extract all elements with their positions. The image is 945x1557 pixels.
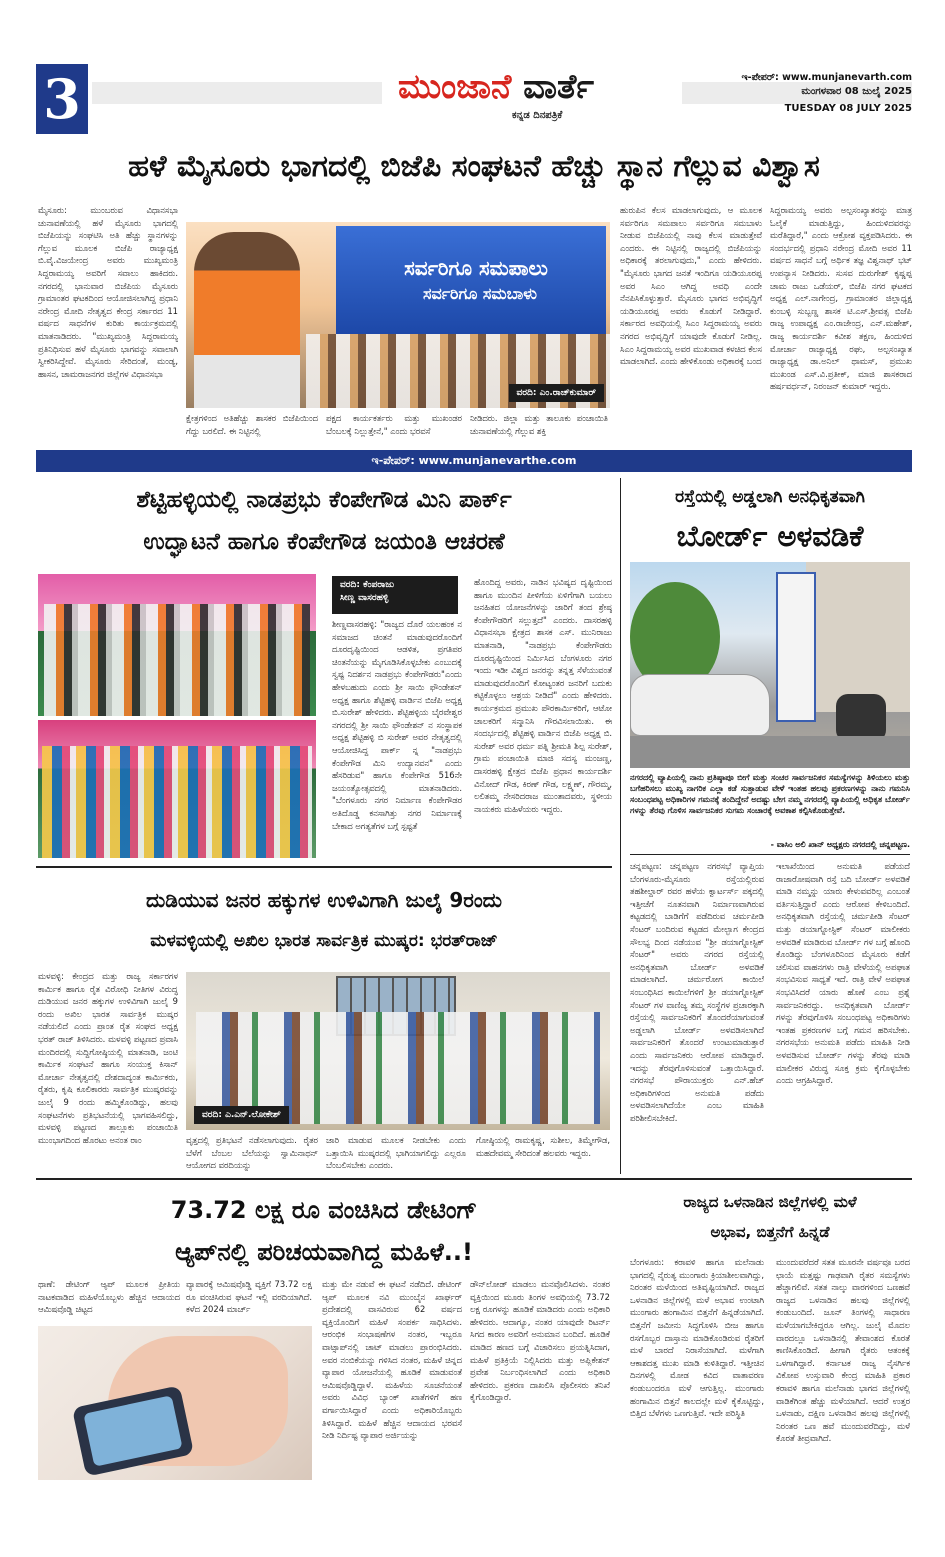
newspaper-name-part1: ಮುಂಜಾನೆ: [398, 67, 512, 107]
page-number-box: [36, 64, 88, 134]
story5-col1: ಬೆಂಗಳೂರು: ಕರಾವಳಿ ಹಾಗೂ ಮಲೆನಾಡು ಭಾಗದಲ್ಲಿ ನೈರುತ್ಯ ಮುಂಗಾರು ಕ್ರಿಯಾಶೀಲವಾಗಿದ್ದು, ನಿರಂತರ ಮಳೆಯಿಂದ ಅತಿವೃಷ್ಟಿಯಾಗಿದೆ. ರಾಜ್ಯದ ಒಳನಾಡಿನ ಜಿಲ್ಲೆಗಳಲ್ಲಿ ಮಳೆ ಅಭಾವ ಉಂಟಾಗಿ ಮುಂಗಾರು ಹಂಗಾಮಿನ ಬಿತ್ತನೆಗೆ ಹಿನ್ನಡೆಯಾಗಿದೆ. ಬಿತ್ತನೆಗೆ ಜಮೀನು ಸಿದ್ಧಗೊಳಿಸಿ ಬೀಜ ಹಾಗೂ ರಸಗೊಬ್ಬರ ದಾಸ್ತಾನು ಮಾಡಿಕೊಂಡಿರುವ ರೈತರಿಗೆ ಮಳೆ ಬಾರದೆ ನಿರಾಸೆಯಾಗಿದೆ. ಮಳೆಗಾಗಿ ಆಕಾಶದತ್ತ ಮುಖ ಮಾಡಿ ಕುಳಿತಿದ್ದಾರೆ. ಇತ್ತೀಚಿನ ದಿನಗಳಲ್ಲಿ ಮೋಡ ಕವಿದ ವಾತಾವರಣ ಕಂಡುಬಂದರೂ ಮಳೆ ಆಗುತ್ತಿಲ್ಲ. ಮುಂಗಾರು ಹಂಗಾಮಿನ ಬಿತ್ತನೆ ಕಾಲದಲ್ಲೇ ಮಳೆ ಕೈಕೊಟ್ಟಿದ್ದು, ಬಿತ್ತಿದ ಬೆಳೆಗಳು ಒಣಗುತ್ತಿವೆ. ಇದೇ ಪರಿಸ್ಥಿತಿ: [630, 1257, 764, 1419]
newspaper-name: [398, 64, 668, 110]
story2-byline-2: ಸೀಣ್ಣ ವಾಸರಹಳ್ಳಿ: [340, 593, 389, 603]
story3-col2: ಇಲಾಖೆಯಿಂದ ಅನುಮತಿ ಪಡೆಯದೆ ರಾಜಾರೋಷವಾಗಿ ರಸ್ತೆ ಬದಿ ಬೋರ್ಡ್ ಅಳವಡಿಕೆ ಮಾಡಿ ನಮ್ಮನ್ನು ಯಾರು ಕೇಳುವವರಿಲ್ಲ ಎಂಬಂತೆ ವರ್ತಿಸುತ್ತಿದ್ದಾರೆ ಎಂದು ಆರೋಪ ಕೇಳಿಬಂದಿದೆ. ಅನಧಿಕೃತವಾಗಿ ರಸ್ತೆಯಲ್ಲಿ ಚರ್ಮಪೀಡಿ ಸೆಂಟರ್ ಮತ್ತು ಡಯಾಗ್ನೋಸ್ಟಿಕ್ ಸೆಂಟರ್ ಮಾಲೀಕರು ಅಳವಡಿಕೆ ಮಾಡಿರುವ ಬೋರ್ಡ್ ಗಳ ಬಗ್ಗೆ ಹೊಂದಿ ಕೊಂಡಿದ್ದು ಬೆಂಗಳೂರಿನಿಂದ ಮೈಸೂರು ಕಡೆಗೆ ಚಲಿಸುವ ವಾಹನಗಳು ರಾತ್ರಿ ವೇಳೆಯಲ್ಲಿ ಅಪಘಾತ ಸಂಭವಿಸುವ ಸಾಧ್ಯತೆ ಇದೆ. ರಾತ್ರಿ ವೇಳೆ ಅಪಘಾತ ಸಂಭವಿಸಿದರೆ ಯಾರು ಹೊಣೆ ಎಂಬ ಪ್ರಶ್ನೆ ಸಾರ್ವಜನಿಕರದ್ದು. ಅನಧಿಕೃತವಾಗಿ ಬೋರ್ಡ್ ಗಳನ್ನು ತೆರವುಗೊಳಿಸಿ ಸಂಬಂಧಪಟ್ಟ ಅಧಿಕಾರಿಗಳು ಇಂತಹ ಪ್ರಕರಣಗಳ ಬಗ್ಗೆ ಗಮನ ಹರಿಸಬೇಕು. ನಗರಸಭೆಯ ಅನುಮತಿ ಪಡೆದು ಮಾಹಿತಿ ನೀಡಿ ಅಳವಡಿಸುವ ಬೋರ್ಡ್ ಗಳನ್ನು ತೆರವು ಮಾಡಿ ಮಾಲೀಕರ ವಿರುದ್ಧ ಸೂಕ್ತ ಕ್ರಮ ಕೈಗೊಳ್ಳಬೇಕು ಎಂದು ಆಗ್ರಹಿಸಿದ್ದಾರೆ.: [776, 861, 910, 1086]
tagline: ಕನ್ನಡ ದಿನಪತ್ರಿಕೆ: [512, 110, 563, 121]
page-number: 3: [43, 67, 81, 131]
epaper-band: [36, 450, 912, 472]
story3-photo: [630, 562, 910, 768]
story1-headline: ಹಳೆ ಮೈಸೂರು ಭಾಗದಲ್ಲಿ ಬಿಜೆಪಿ ಸಂಘಟನೆ ಹೆಚ್ಚು ಸ್ಥಾನ ಗೆಲ್ಲುವ ವಿಶ್ವಾಸ: [128, 149, 820, 184]
story1-below-col3: ನೀಡಿದರು. ಜಿಲ್ಲಾ ಮತ್ತು ತಾಲೂಕು ಪಂಚಾಯಿತಿ ಚುನಾವಣೆಯಲ್ಲಿ ಗೆಲ್ಲುವ ಶಕ್ತಿ: [470, 413, 608, 436]
story6-photo: [38, 1326, 312, 1480]
banner-text-2: ಸರ್ವರಿಗೂ ಸಮಬಾಳು: [422, 284, 537, 303]
epaper-band-text: ಇ-ಪೇಪರ್: www.munjanevarthe.com: [371, 454, 577, 467]
story1-col1: ಮೈಸೂರು: ಮುಂಬರುವ ವಿಧಾನಸಭಾ ಚುನಾವಣೆಯಲ್ಲಿ ಹಳೆ ಮೈಸೂರು ಭಾಗದಲ್ಲಿ ಬಿಜೆಪಿಯನ್ನು ಸಂಘಟಿಸಿ ಅತಿ ಹೆಚ್ಚು ಸ್ಥಾನಗಳನ್ನು ಗೆಲ್ಲುವ ಮೂಲಕ ಬಿಜೆಪಿ ರಾಜ್ಯಾಧ್ಯಕ್ಷ ಬಿ.ವೈ.ವಿಜಯೇಂದ್ರ ಅವರು ಮುಖ್ಯಮಂತ್ರಿ ಸಿದ್ದರಾಮಯ್ಯ ಅವರಿಗೆ ಸವಾಲು ಹಾಕಿದರು. ನಗರದಲ್ಲಿ ಭಾನುವಾರ ಬಿಜೆಪಿಯ ಮೈಸೂರು ಗ್ರಾಮಾಂತರ ಘಟಕದಿಂದ ಆಯೋಜಿಸಲಾಗಿದ್ದ ಪ್ರಧಾನಿ ನರೇಂದ್ರ ಮೋದಿ ನೇತೃತ್ವದ ಕೇಂದ್ರ ಸರ್ಕಾರದ 11 ವರ್ಷದ ಸಾಧನೆಗಳ ಕುರಿತು ಕಾರ್ಯಕ್ರಮದಲ್ಲಿ ಮಾತನಾಡಿದರು. "ಮುಖ್ಯಮಂತ್ರಿ ಸಿದ್ದರಾಮಯ್ಯ ಪ್ರತಿನಿಧಿಸುವ ಹಳೆ ಮೈಸೂರು ಭಾಗವನ್ನು ಸವಾಲಾಗಿ ಸ್ವೀಕರಿಸಿದ್ದೇವೆ. ಮೈಸೂರು ಸೇರಿದಂತೆ, ಮಂಡ್ಯ, ಹಾಸನ, ಚಾಮರಾಜನಗರ ಜಿಲ್ಲೆಗಳ ವಿಧಾನಸಭಾ: [38, 205, 178, 379]
story4-col1: ಮಳವಳ್ಳಿ: ಕೇಂದ್ರದ ಮತ್ತು ರಾಜ್ಯ ಸರ್ಕಾರಗಳ ಕಾರ್ಮಿಕ ಹಾಗೂ ರೈತ ವಿರೋಧಿ ನೀತಿಗಳ ವಿರುದ್ಧ ದುಡಿಯುವ ಜನರ ಹಕ್ಕುಗಳ ಉಳಿವಿಗಾಗಿ ಜುಲೈ 9 ರಂದು ಅಖಿಲ ಭಾರತ ಸಾರ್ವತ್ರಿಕ ಮುಷ್ಕರ ನಡೆಯಲಿದೆ ಎಂದು ಪ್ರಾಂತ ರೈತ ಸಂಘದ ಅಧ್ಯಕ್ಷ ಭರತ್ ರಾಜ್ ತಿಳಿಸಿದರು. ಮಳವಳ್ಳಿ ಪಟ್ಟಣದ ಪ್ರವಾಸಿ ಮಂದಿರದಲ್ಲಿ ಸುದ್ದಿಗೋಷ್ಠಿಯಲ್ಲಿ ಮಾತನಾಡಿ, ಜಂಟಿ ಕಾರ್ಮಿಕ ಸಂಘಟನೆ ಹಾಗೂ ಸಂಯುಕ್ತ ಕಿಸಾನ್ ಮೋರ್ಚಾ ನೇತೃತ್ವದಲ್ಲಿ ದೇಶದಾದ್ಯಂತ ಕಾರ್ಮಿಕರು, ರೈತರು, ಕೃಷಿ ಕೂಲಿಕಾರರು ಸಾರ್ವತ್ರಿಕ ಮುಷ್ಕರವನ್ನು ಜುಲೈ 9 ರಂದು ಹಮ್ಮಿಕೊಂಡಿದ್ದು, ಹಲವು ಸಂಘಟನೆಗಳು ಪ್ರತಿಭಟನೆಯಲ್ಲಿ ಭಾಗವಹಿಸಲಿದ್ದು, ಮಳವಳ್ಳಿ ಪಟ್ಟಣದ ತಾಲ್ಲೂಕು ಪಂಚಾಯಿತಿ ಮುಂಭಾಗದಿಂದ ಹೊರಟು ಅನಂತ ರಾಂ: [38, 971, 178, 1145]
speaker-figure: [194, 232, 300, 408]
story4-top-rule: [36, 866, 612, 868]
masthead-left-bar: [92, 82, 382, 104]
story2-photo-1: [38, 574, 316, 716]
story3-rule: [630, 854, 910, 855]
story3-headline-1: ರಸ್ತೆಯಲ್ಲಿ ಅಡ್ಡಲಾಗಿ ಅನಧಿಕೃತವಾಗಿ: [675, 487, 865, 507]
story2-headline-1: ಶೆಟ್ಟಿಹಳ್ಳಿಯಲ್ಲಿ ನಾಡಪ್ರಭು ಕೆಂಪೇಗೌಡ ಮಿನಿ ಪಾರ್ಕ್: [136, 487, 512, 513]
masthead: [0, 0, 945, 140]
story4-photo-credit: ವರದಿ: ಎ.ಎನ್.ಲೋಕೇಶ್: [194, 1106, 289, 1124]
story6-col3: ಮತ್ತು ಮೇ ನಡುವೆ ಈ ಘಟನೆ ನಡೆದಿದೆ. ಡೇಟಿಂಗ್ ಆ್ಯಪ್ ಮೂಲಕ ನವಿ ಮುಂಬೈನ ಖಾರ್ಘರ್ ಪ್ರದೇಶದಲ್ಲಿ ವಾಸವಿರುವ 62 ವರ್ಷದ ವ್ಯಕ್ತಿಯೊಂದಿಗೆ ಮಹಿಳೆ ಸಂಪರ್ಕ ಸಾಧಿಸಿದಳು. ಆರಂಭಿಕ ಸಂಭಾಷಣೆಗಳ ನಂತರ, ಇಬ್ಬರೂ ವಾಟ್ಸಾಪ್‌ನಲ್ಲಿ ಚಾಟ್ ಮಾಡಲು ಪ್ರಾರಂಭಿಸಿದರು. ಅವರ ನಂಬಿಕೆಯನ್ನು ಗಳಿಸಿದ ನಂತರ, ಮಹಿಳೆ ಚಿನ್ನದ ವ್ಯಾಪಾರ ಯೋಜನೆಯಲ್ಲಿ ಹೂಡಿಕೆ ಮಾಡುವಂತೆ ಆಮಿಷವೊಡ್ಡಿದ್ದಾಳೆ. ಮಹಿಳೆಯ ಸೂಚನೆಯಂತೆ ಅವರು ವಿವಿಧ ಬ್ಯಾಂಕ್ ಖಾತೆಗಳಿಗೆ ಹಣ ವರ್ಗಾಯಿಸಿದ್ದಾರೆ ಎಂದು ಅಧಿಕಾರಿಯೊಬ್ಬರು ತಿಳಿಸಿದ್ದಾರೆ. ಮಹಿಳೆ ಹೆಚ್ಚಿನ ಆದಾಯದ ಭರವಸೆ ನೀಡಿ ನಿರ್ದಿಷ್ಟ ವ್ಯಾಪಾರ ಅರ್ಜಿಯನ್ನು: [322, 1279, 462, 1441]
story4-headline-2: ಮಳವಳ್ಳಿಯಲ್ಲಿ ಅಖಿಲ ಭಾರತ ಸಾರ್ವತ್ರಿಕ ಮುಷ್ಕರ: ಭರತ್‌ರಾಜ್: [150, 931, 498, 951]
story6-col4: ಡೌನ್‌ಲೋಡ್ ಮಾಡಲು ಮನವೊಲಿಸಿದಳು. ನಂತರ ವ್ಯಕ್ತಿಯಿಂದ ಮೂರು ತಿಂಗಳ ಅವಧಿಯಲ್ಲಿ 73.72 ಲಕ್ಷ ರೂಗಳನ್ನು ಹೂಡಿಕೆ ಮಾಡಿದರು ಎಂದು ಅಧಿಕಾರಿ ಹೇಳಿದರು. ಆದಾಗ್ಯೂ, ನಂತರ ಯಾವುದೇ ರಿಟರ್ನ್ ಸಿಗದ ಕಾರಣ ಅವರಿಗೆ ಅನುಮಾನ ಬಂದಿದೆ. ಹೂಡಿಕೆ ಮಾಡಿದ ಹಣದ ಬಗ್ಗೆ ವಿಚಾರಿಸಲು ಪ್ರಯತ್ನಿಸಿದಾಗ, ಮಹಿಳೆ ಪ್ರತಿಕ್ರಿಯೆ ನಿಲ್ಲಿಸಿದರು ಮತ್ತು ಅಪ್ಲಿಕೇಶನ್ ಪ್ರವೇಶ ನಿರ್ಬಂಧಿಸಲಾಗಿದೆ ಎಂದು ಅಧಿಕಾರಿ ಹೇಳಿದರು. ಪ್ರಕರಣ ದಾಖಲಿಸಿ ಪೊಲೀಸರು ತನಿಖೆ ಕೈಗೊಂಡಿದ್ದಾರೆ.: [470, 1279, 610, 1403]
epaper-line: ಇ-ಪೇಪರ್: www.munjanevarth.com: [741, 72, 912, 83]
building: [806, 562, 910, 712]
story2-byline-1: ವರದಿ: ಕೆಂಪರಾಜು: [340, 580, 395, 590]
story5-headline-1: ರಾಜ್ಯದ ಒಳನಾಡಿನ ಜಿಲ್ಲೆಗಳಲ್ಲಿ ಮಳೆ: [683, 1193, 857, 1211]
story3-headline-2: ಬೋರ್ಡ್ ಅಳವಡಿಕೆ: [676, 519, 864, 553]
date-kannada: ಮಂಗಳವಾರ 08 ಜುಲೈ 2025: [801, 86, 912, 97]
column-separator: [620, 478, 621, 1174]
story4-headline-1: ದುಡಿಯುವ ಜನರ ಹಕ್ಕುಗಳ ಉಳಿವಿಗಾಗಿ ಜುಲೈ 9ರಂದು: [146, 888, 502, 912]
story1-below-col2: ಪಕ್ಷದ ಕಾರ್ಯಕರ್ತರು ಮತ್ತು ಮುಖಂಡರ ಬೆಂಬಲಕ್ಕೆ ನಿಲ್ಲುತ್ತೇನೆ," ಎಂದು ಭರವಸೆ: [326, 413, 462, 436]
story1-col4: ಸಿದ್ದರಾಮಯ್ಯ ಅವರು ಅಲ್ಪಸಂಖ್ಯಾತರನ್ನು ಮಾತ್ರ ಓಲೈಕೆ ಮಾಡುತ್ತಿದ್ದು, ಹಿಂದುಳಿದವರನ್ನು ಮರೆತಿದ್ದಾರೆ," ಎಂದು ಆಕ್ರೋಶ ವ್ಯಕ್ತಪಡಿಸಿದರು. ಈ ಸಂದರ್ಭದಲ್ಲಿ ಪ್ರಧಾನಿ ನರೇಂದ್ರ ಮೋದಿ ಅವರ 11 ವರ್ಷದ ಸಾಧನೆ ಬಗ್ಗೆ ಅರ್ಥಿಕ ತಜ್ಞ ವಿಶ್ವನಾಥ್ ಭಟ್ ಉಪನ್ಯಾಸ ನೀಡಿದರು. ಸುಸವ ದುರುಗೇಶ್ ಕೃಷ್ಣಪ್ಪ ಚಾಮ ರಾಜು ಒಡೆಯರ್, ಬಿಜೆಪಿ ನಗರ ಘಟಕದ ಅಧ್ಯಕ್ಷ ಎಲ್.ನಾಗೇಂದ್ರ, ಗ್ರಾಮಾಂತರ ಜಿಲ್ಲಾಧ್ಯಕ್ಷ ಕುಂಬಳ್ಳಿ ಸುಬ್ಬಣ್ಣ ಶಾಸಕ ಟಿ.ಎಸ್.ಶ್ರೀವತ್ಸ ಬಿಜೆಪಿ ರಾಜ್ಯ ಉಪಾಧ್ಯಕ್ಷ ಎಂ.ರಾಜೇಂದ್ರ, ಎನ್.ಮಹೇಶ್, ರಾಜ್ಯ ಕಾರ್ಯದರ್ಶಿ ಕವೀಶ ತಕ್ಷಣ, ಹಿಂದುಳಿದ ಮೋರ್ಚಾ ರಾಜ್ಯಾಧ್ಯಕ್ಷ ರಘು, ಅಲ್ಪಸಂಖ್ಯಾತ ರಾಜ್ಯಾಧ್ಯಕ್ಷ ಡಾ.ಅನಿಲ್ ಥಾಮಸ್, ಪ್ರಮುಖ ಮುಖಂಡ ಎಸ್.ವಿ.ಪ್ರತೀಕ್, ಮಾಜಿ ಶಾಸಕರಾದ ಹರ್ಷವರ್ಧನ್, ನಿರಂಜನ್ ಕುಮಾರ್ ಇದ್ದರು.: [770, 205, 912, 392]
story4-below-col2: ಜಾರಿ ಮಾಡುವ ಮೂಲಕ ನೀಡಬೇಕು ಎಂದು ಒತ್ತಾಯಿಸಿ ಮುಷ್ಕರದಲ್ಲಿ ಭಾಗಿಯಾಗಲಿದ್ದು ಎಲ್ಲರೂ ಬೆಂಬಲಿಸಬೇಕು ಎಂದರು.: [326, 1135, 466, 1171]
story4-photo: [186, 972, 610, 1130]
story3-caption-credit: - ವಾಸಿಂ ಅಲಿ ಖಾನ್ ಅಧ್ಯಕ್ಷರು ನಗರದಲ್ಲಿ ಚನ್ನಪಟ್ಟಣ.: [770, 840, 910, 849]
signboard: [776, 572, 816, 722]
story6-intro: ಥಾಣೆ: ಡೇಟಿಂಗ್ ಆ್ಯಪ್ ಮೂಲಕ ಪ್ರೀತಿಯ ನಾಟಕವಾಡಿದ ಮಹಿಳೆಯೊಬ್ಬಳು ಹೆಚ್ಚಿನ ಆದಾಯದ ಆಮಿಷವೊಡ್ಡಿ ಚಿಟ್ಟದ: [38, 1279, 180, 1315]
story2-col1: ಶೀಣ್ಣವಾಸರಹಳ್ಳಿ: "ರಾಜ್ಯದ ದೊರೆ ಯಲಹಂಕ ನ ಸಮಾಜದ ಚಿಂತನೆ ಮಾಡುವುದರೊಂದಿಗೆ ದೂರದೃಷ್ಟಿಯಿಂದ ಆಡಳಿತ, ಪ್ರಗತಿಪರ ಚಿಂತನೆಯನ್ನು ಮೈಗೂಡಿಸಿಕೊಳ್ಳಬೇಕು ಎಂಬುದಕ್ಕೆ ಸ್ವಷ್ಟ ನಿದರ್ಶನ ನಾಡಪ್ರಭು ಕೆಂಪೇಗೌಡರು"ಎಂದು ಹೇಳಬಹುದು ಎಂದು ಶ್ರೀ ಸಾಯಿ ಫೌಂಡೇಶನ್ ಅಧ್ಯಕ್ಷ ಹಾಗೂ ಶೆಟ್ಟಿಹಳ್ಳಿ ವಾರ್ಡಿನ ಬಿಜೆಪಿ ಅಧ್ಯಕ್ಷ ಬಿ.ಸುರೇಶ್ ಹೇಳಿದರು. ಶೆಟ್ಟಿಹಳ್ಳಿಯ ಬೈರವೇಶ್ವರ ನಗರದಲ್ಲಿ ಶ್ರೀ ಸಾಯಿ ಫೌಂಡೇಶನ್ ನ ಸಂಸ್ಥಾಪಕ ಅಧ್ಯಕ್ಷ ಶೆಟ್ಟಿಹಳ್ಳಿ ಬಿ ಸುರೇಶ್ ಅವರ ನೇತೃತ್ವದಲ್ಲಿ ಆಯೋಜಿಸಿದ್ದ ಪಾರ್ಕ್ ನ್ನ "ನಾಡಪ್ರಭು ಕೆಂಪೇಗೌಡ ಮಿನಿ ಉದ್ಯಾನವನ" ಎಂದು ಹೆಸರಿಡುವ" ಹಾಗೂ ಕೆಂಪೇಗೌಡ 516ನೇ ಜಯಂತ್ಯೋತ್ಸವದಲ್ಲಿ ಮಾತನಾಡಿದರು. "ಬೆಂಗಳೂರು ನಗರ ನಿರ್ಮಾಣ ಕೆಂಪೇಗೌಡರ ಅತಿದೊಡ್ಡ ಕನಸಾಗಿತ್ತು ನಗರ ನಿರ್ಮಾಣಕ್ಕೆ ಬೇಕಾದ ಅಗತ್ಯತೆಗಳ ಬಗ್ಗೆ ಸ್ಪಷ್ಟತೆ: [332, 619, 462, 831]
story4-below-col1: ವೃತ್ತದಲ್ಲಿ ಪ್ರತಿಭಟನೆ ನಡೆಸಲಾಗುವುದು. ರೈತರ ಬೆಳೆಗೆ ಬೆಂಬಲ ಬೆಲೆಯನ್ನು ಸ್ವಾಮಿನಾಥನ್ ಆಯೋಗದ ವರದಿಯನ್ನು: [186, 1135, 318, 1171]
story2-photo-2: [38, 720, 316, 858]
road: [630, 736, 910, 768]
story6-headline-1: 73.72 ಲಕ್ಷ ರೂ ವಂಚಿಸಿದ ಡೇಟಿಂಗ್: [170, 1196, 478, 1224]
story3-caption: ನಗರದಲ್ಲಿ ವ್ಯಾಪಿಯಲ್ಲಿ ನಾನು ಪ್ರತಿಷ್ಠಾಪೂ ಬೀಗೆ ಮತ್ತು ಸಂಚರ ಸಾರ್ವಜನಿಕರ ಸಮಸ್ಯೆಗಳನ್ನು ತಿಳಿಯಲು ಮತ್ತು ಬಗೆಹರಿಸಲು ಮುಖ್ಯ ನಾಗರಿಕ ಎಲ್ಲಾ ಕಡೆ ಸುತ್ತಾಡುವ ವೇಳೆ ಇಂತಹ ಹಲವು ಪ್ರಕರಣಗಳನ್ನು ನಾನು ಗಮನಿಸಿ ಸಂಬಂಧಪಟ್ಟ ಅಧಿಕಾರಿಗಳ ಗಮನಕ್ಕೆ ತಂದಿದ್ದೇನೆ ಅದಷ್ಟು ಬೇಗ ನಮ್ಮ ನಗರದಲ್ಲಿ ವ್ಯಾಪಿಯಲ್ಲಿ ಅಧಿಕೃತ ಬೋರ್ಡ್ ಗಳನ್ನು ತೆರವು ಗೊಳಿಸ ಸಾರ್ವಜನಿಕರ ಸುಗಮ ಸಂಚಾರಕ್ಕೆ ಅವಕಾಶ ಕಲ್ಪಿಸಿಕೊಡುತ್ತೇವೆ.: [630, 773, 910, 815]
group-figures: [44, 604, 310, 716]
date-english: TUESDAY 08 JULY 2025: [784, 103, 912, 114]
story5-col2: ಮುಂದುವರೆದರೆ ಸತತ ಮೂರನೇ ವರ್ಷವೂ ಬರದ ಛಾಯೆ ಮತ್ತಷ್ಟು ಗಾಢವಾಗಿ ರೈತರ ಸಮಸ್ಯೆಗಳು ಹೆಚ್ಚಾಗಲಿವೆ. ಸತತ ನಾಲ್ಕು ವಾರಗಳಿಂದ ಒಣಹವೆ ರಾಜ್ಯದ ಒಳನಾಡಿನ ಹಲವು ಜಿಲ್ಲೆಗಳಲ್ಲಿ ಕಂಡುಬಂದಿದೆ. ಜೂನ್ ತಿಂಗಳಲ್ಲಿ ಸಾಧಾರಣ ಮಳೆಯಾಗಬೇಕಿದ್ದರೂ ಆಗಿಲ್ಲ. ಜುಲೈ ಮೊದಲ ವಾರದಲ್ಲೂ ಒಳನಾಡಿನಲ್ಲಿ ತೇವಾಂಶದ ಕೊರತೆ ಕಾಣಿಸಿಕೊಂಡಿದೆ. ಹೀಗಾಗಿ ರೈತರು ಆತಂಕಕ್ಕೆ ಒಳಗಾಗಿದ್ದಾರೆ. ಕರ್ನಾಟಕ ರಾಜ್ಯ ನೈಸರ್ಗಿಕ ವಿಕೋಪ ಉಸ್ತುವಾರಿ ಕೇಂದ್ರ ಮಾಹಿತಿ ಪ್ರಕಾರ ಕರಾವಳಿ ಹಾಗೂ ಮಲೆನಾಡು ಭಾಗದ ಜಿಲ್ಲೆಗಳಲ್ಲಿ ವಾಡಿಕೆಗಿಂತ ಹೆಚ್ಚು ಮಳೆಯಾಗಿದೆ. ಆದರೆ ಉತ್ತರ ಒಳನಾಡು, ದಕ್ಷಿಣ ಒಳನಾಡಿನ ಹಲವು ಜಿಲ್ಲೆಗಳಲ್ಲಿ ನಿರಂತರ ಒಣ ಹವೆ ಮುಂದುವರೆದಿದ್ದು, ಮಳೆ ಕೊರತೆ ತೀವ್ರವಾಗಿದೆ.: [776, 1257, 910, 1444]
story6-col2: ವ್ಯಾಪಾರಕ್ಕೆ ಆಮಿಷವೊಡ್ಡಿ ವ್ಯಕ್ತಿಗೆ 73.72 ಲಕ್ಷ ರೂ ವಂಚಿಸಿರುವ ಘಟನೆ ಇಲ್ಲಿ ವರದಿಯಾಗಿದೆ. ಕಳೆದ 2024 ಮಾರ್ಚ್: [186, 1279, 312, 1315]
banner-text-1: ಸರ್ವರಿಗೂ ಸಮಪಾಲು: [404, 256, 548, 280]
story1-col3: ಹುರುಪಿನ ಕೆಲಸ ಮಾಡಲಾಗುವುದು, ಆ ಮೂಲಕ ಸರ್ವರಿಗೂ ಸಮಪಾಲು ಸರ್ವರಿಗೂ ಸಮಬಾಳು ನೀಡುವ ಬಿಜೆಪಿಯಲ್ಲಿ ನಾವು ಕೆಲಸ ಮಾಡುತ್ತೇವೆ ಎಂದರು. ಈ ನಿಟ್ಟಿನಲ್ಲಿ ರಾಜ್ಯದಲ್ಲಿ ಬಿಜೆಪಿಯನ್ನು ಅಧಿಕಾರಕ್ಕೆ ತರಲಾಗುವುದು," ಎಂದು ಹೇಳಿದರು. "ಮೈಸೂರು ಭಾಗದ ಜನತೆ ಇಂದಿಗೂ ಯಡಿಯೂರಪ್ಪ ಅವರ ಸಿಎಂ ಆಗಿದ್ದ ಅವಧಿ ಎಂದೇ ನೆನಪಿಸಿಕೊಳ್ಳುತ್ತಾರೆ. ಮೈಸೂರು ಭಾಗದ ಅಭಿವೃದ್ಧಿಗೆ ಯಡಿಯೂರಪ್ಪ ಅವರು ಕೊಡುಗೆ ನೀಡಿದ್ದಾರೆ. ಸರ್ಕಾರದ ಅವಧಿಯಲ್ಲಿ ಸಿಎಂ ಸಿದ್ದರಾಮಯ್ಯ ಅವರು ನಗರದ ಅಭಿವೃದ್ಧಿಗೆ ಯಾವುದೇ ಕೊಡುಗೆ ನೀಡಿಲ್ಲ. ಸಿಎಂ ಸಿದ್ದರಾಮಯ್ಯ ಅವರ ಮುಖವಾಡ ಕಳಚಿದ ಕೆಲಸ ಮಾಡಲಾಗಿದೆ. ಎಂದು ಹೇಳಿಕೊಂಡು ಅಧಿಕಾರಕ್ಕೆ ಬಂದ: [620, 205, 762, 367]
story4-below-col3: ಗೋಷ್ಠಿಯಲ್ಲಿ ರಾಮಕೃಷ್ಣ, ಸುಶೀಲ, ತಿಮ್ಮೇಗೌಡ, ಮಹದೇವಮ್ಮ ಸೇರಿದಂತೆ ಹಲವರು ಇದ್ದರು.: [476, 1135, 610, 1158]
story1-photo-credit: ವರದಿ: ಎಂ.ರಾಜ್‌ಕುಮಾರ್: [509, 384, 605, 402]
scooter: [836, 694, 886, 742]
story2-byline: [332, 576, 458, 614]
story1-below-col1: ಕ್ಷೇತ್ರಗಳಿಂದ ಅತಿಹೆಚ್ಚು ಶಾಸಕರ ಬಿಜೆಪಿಯಿಂದ ಗೆದ್ದು ಬರಲಿದೆ. ಈ ನಿಟ್ಟಿನಲ್ಲಿ: [186, 413, 318, 436]
story5-headline-2: ಅಭಾವ, ಬಿತ್ತನೆಗೆ ಹಿನ್ನಡೆ: [710, 1223, 830, 1241]
newspaper-name-part2: ವಾರ್ತೆ: [523, 67, 594, 107]
story6-headline-2: ಆ್ಯಪ್‌ನಲ್ಲಿ ಪರಿಚಯವಾಗಿದ್ದ ಮಹಿಳೆ..!: [175, 1238, 473, 1266]
parked-car: [630, 674, 770, 736]
stage-banner: [336, 226, 606, 334]
story2-headline-2: ಉದ್ಘಾಟನೆ ಹಾಗೂ ಕೆಂಪೇಗೌಡ ಜಯಂತಿ ಆಚರಣೆ: [143, 529, 505, 555]
bottom-section-rule: [36, 1178, 912, 1180]
women-group: [42, 746, 312, 858]
story2-col2: ಹೊಂದಿದ್ದ ಅವರು, ನಾಡಿನ ಭವಿಷ್ಯದ ದೃಷ್ಟಿಯಿಂದ ಹಾಗೂ ಮುಂದಿನ ಪೀಳಿಗೆಯ ಏಳಿಗೆಗಾಗಿ ಬಯಲು ಜನಹಿತದ ಯೋಜನೆಗಳನ್ನು ಜಾರಿಗೆ ತಂದ ಶ್ರೇಷ್ಠ ಕೆಂಪೇಗೌಡರಿಗೆ ಸಲ್ಲುತ್ತದೆ" ಎಂದರು. ದಾಸರಹಳ್ಳಿ ವಿಧಾನಸಭಾ ಕ್ಷೇತ್ರದ ಶಾಸಕ ಎಸ್. ಮುನಿರಾಜು ಮಾತನಾಡಿ, "ನಾಡಪ್ರಭು ಕೆಂಪೇಗೌಡರು ದೂರದೃಷ್ಟಿಯಿಂದ ನಿರ್ಮಿಸಿದ ಬೆಂಗಳೂರು ನಗರ ಇಂದು ಇಡೀ ವಿಶ್ವದ ಜನರನ್ನು ತನ್ನತ್ತ ಸೆಳೆಯುವಂತೆ ಮಾಡುವುದರೊಂದಿಗೆ ಕೋಟ್ಯಂತರ ಜನರಿಗೆ ಬದುಕು ಕಟ್ಟಿಕೊಳ್ಳಲು ಆಶ್ರಯ ನೀಡಿದೆ" ಎಂದು ಹೇಳಿದರು. ಕಾರ್ಯಕ್ರಮದ ಪ್ರಮುಖ ಪೌರಕಾರ್ಮಿಕರಿಗೆ, ಆಟೋ ಚಾಲಕರಿಗೆ ಸನ್ಮಾನಿಸಿ ಗೌರವಿಸಲಾಯಿತು. ಈ ಸಂದರ್ಭದಲ್ಲಿ ಶೆಟ್ಟಿಹಳ್ಳಿ ವಾರ್ಡಿನ ಬಿಜೆಪಿ ಅಧ್ಯಕ್ಷ ಬಿ. ಸುರೇಶ್ ಅವರ ಧರ್ಮ ಪತ್ನಿ ಶ್ರೀಮತಿ ಶಿಲ್ಪ ಸುರೇಶ್, ಗ್ರಾಮ ಪಂಚಾಯಿತಿ ಮಾಜಿ ಸದಸ್ಯ ಮಂಜಣ್ಣ, ದಾಸರಹಳ್ಳಿ ಕ್ಷೇತ್ರದ ಬಿಜೆಪಿ ಪ್ರಧಾನ ಕಾರ್ಯದರ್ಶಿ ವಿನೋದ್ ಗೌಡ, ಕಿರಣ್ ಗೌಡ, ಲಕ್ಷ್ಮಣ್, ಗೌರಮ್ಮ, ಲಲಿತಮ್ಮ ನೇಸರಿದರಾಜ ಮುಂತಾದವರು, ಸ್ಥಳೀಯ ನಾಯಕರು ಮಹಿಳೆಯರು ಇದ್ದರು.: [474, 577, 612, 814]
story3-col1: ಚನ್ನಪಟ್ಟಣ: ಚನ್ನಪಟ್ಟಣ ನಗರಸಭೆ ವ್ಯಾಪ್ತಿಯ ಬೆಂಗಳೂರು-ಮೈಸೂರು ರಸ್ತೆಯಲ್ಲಿರುವ ತಹಶೀಲ್ದಾರ್ ರವರ ಹಳೆಯ ಕ್ವಾರ್ಟರ್ಸ್ ಪಕ್ಕದಲ್ಲಿ ಇತ್ತೀಚೆಗೆ ನೂತನವಾಗಿ ನಿರ್ಮಾಣವಾಗಿರುವ ಕಟ್ಟಡದಲ್ಲಿ ಬಾಡಿಗೆಗೆ ಪಡೆದಿರುವ ಚರ್ಮಪೀಡಿ ಸೆಂಟರ್ ಬಂದಿರುವ ಕಟ್ಟಡದ ಮೇಲ್ಭಾಗ ಕೇಂದ್ರದ ಸೌಲಭ್ಯ ದಿಂದ ನಡೆಯುವ "ಶ್ರೀ ಡಯಾಗ್ನೋಸ್ಟಿಕ್ ಸೆಂಟರ್" ಅವರು ನಗರದ ರಸ್ತೆಯಲ್ಲಿ ಅನಧಿಕೃತವಾಗಿ ಬೋರ್ಡ್ ಅಳವಡಿಕೆ ಮಾಡಲಾಗಿದೆ. ಚರ್ಮರೋಗ ಕಾಯಿಲೆ ಸಂಬಂಧಿಸಿದ ಕಾಯಿಲೆಗಳಿಗೆ ಶ್ರೀ ಡಯಾಗ್ನೋಸ್ಟಿಕ್ ಸೆಂಟರ್ ಗಳ ವಾಣಿಜ್ಯ ತಮ್ಮ ಸಂಸ್ಥೆಗಳ ಪ್ರಚಾರಕ್ಕಾಗಿ ರಸ್ತೆಯಲ್ಲಿ ಸಾರ್ವಜನಿಕರಿಗೆ ತೊಂದರೆಯಾಗುವಂತೆ ಅಡ್ಡಲಾಗಿ ಬೋರ್ಡ್ ಅಳವಡಿಸಲಾಗಿದೆ ಸಾರ್ವಜನಿಕರಿಗೆ ತೊಂದರೆ ಉಂಟುಮಾಡುತ್ತಾರೆ ಎಂದು ಸಾರ್ವಜನಿಕರು ಆರೋಪ ಮಾಡಿದ್ದಾರೆ. ಇದನ್ನು ತೆರವುಗೊಳಿಸುವಂತೆ ಒತ್ತಾಯಿಸಿದ್ದಾರೆ. ನಗರಸಭೆ ಪೌರಾಯುಕ್ತರು ಎನ್.ಹೆಚ್ ಅಧಿಕಾರಿಗಳಿಂದ ಅನುಮತಿ ಪಡೆದು ಅಳವಡಿಸಲಾಗಿದೆಯೇ ಎಂಬ ಮಾಹಿತಿ ಪರಿಶೀಲಿಸಬೇಕಿದೆ.: [630, 861, 764, 1123]
story1-photo: [186, 222, 610, 408]
